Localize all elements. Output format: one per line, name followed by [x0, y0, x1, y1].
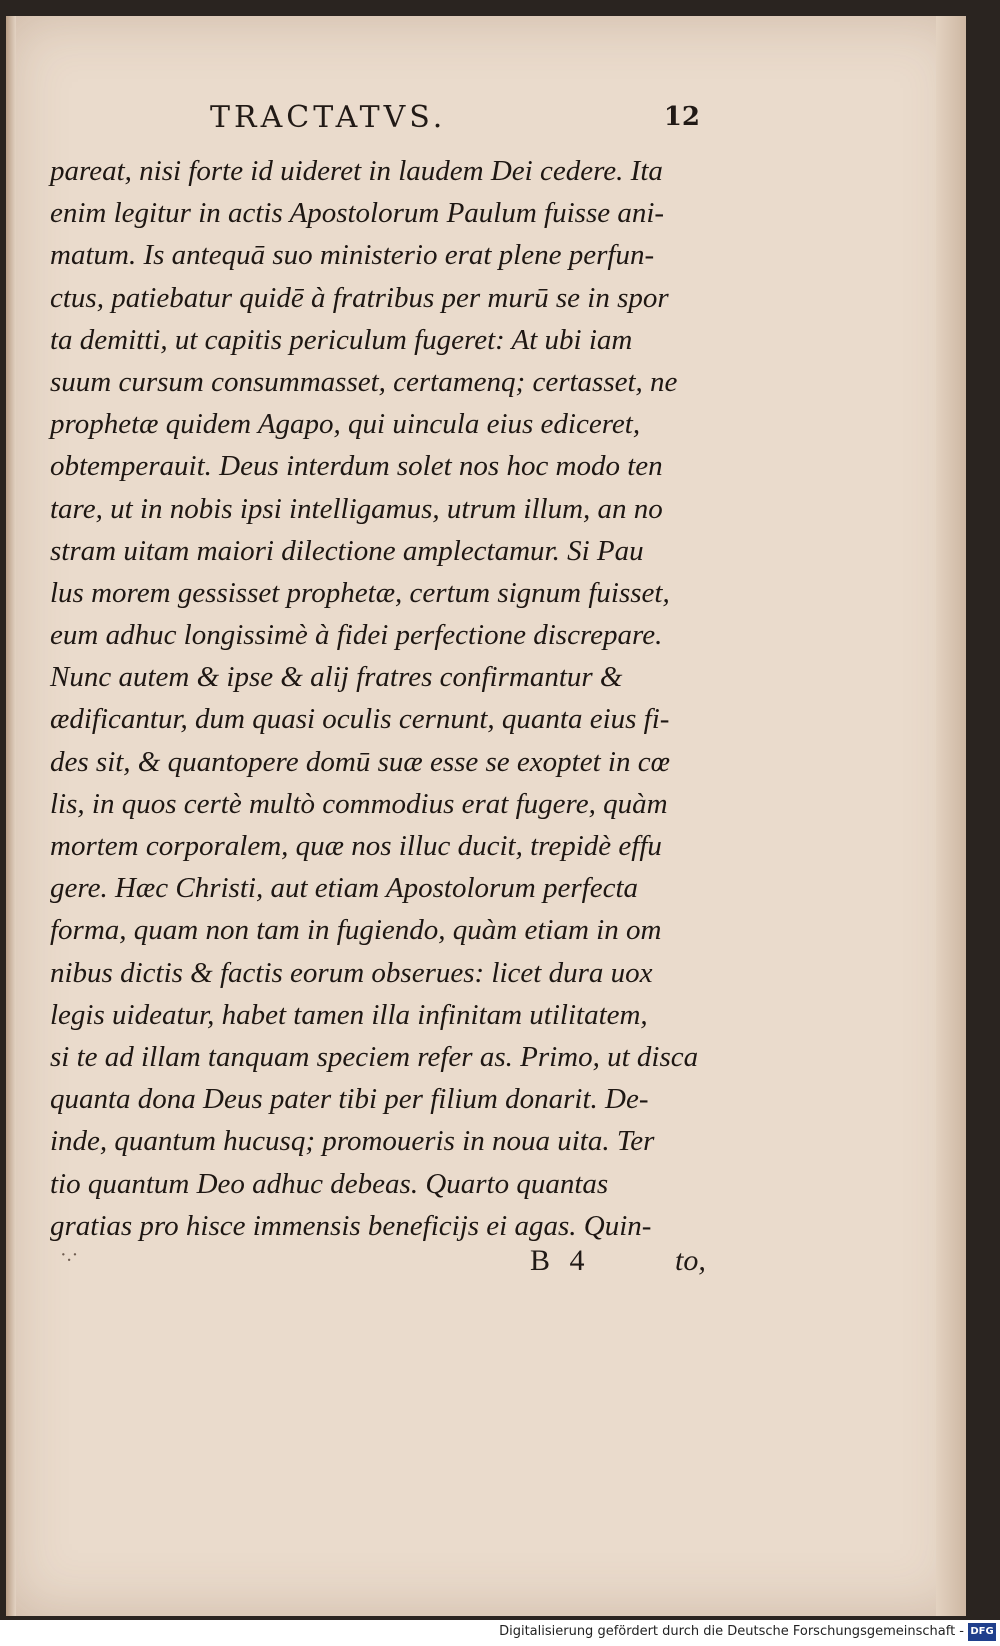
text-line: ctus, patiebatur quidē à fratribus per murū se in spor [50, 281, 669, 314]
text-line: Nunc autem & ipse & alij fratres confirmantur & [50, 661, 623, 694]
running-title: TRACTATVS. [210, 100, 447, 135]
text-line: legis uideatur, habet tamen illa infinitam utilitatem, [50, 998, 648, 1031]
page-gutter-edge [6, 16, 16, 1616]
text-line: eum adhuc longissimè à fidei perfectione discrepare. [50, 619, 663, 652]
text-line: stram uitam maiori dilectione amplectamur. Si Pau [50, 534, 644, 567]
text-line: quanta dona Deus pater tibi per filium donarit. De- [50, 1083, 649, 1116]
text-line: ta demitti, ut capitis periculum fugeret: At ubi iam [50, 323, 633, 356]
page-body-text [50, 150, 750, 1247]
text-line: lus morem gessisset prophetæ, certum signum fuisset, [50, 576, 670, 609]
text-line: tare, ut in nobis ipsi intelligamus, utrum illum, an no [50, 492, 663, 525]
catchword: to, [675, 1244, 706, 1277]
text-line: forma, quam non tam in fugiendo, quàm etiam in om [50, 914, 662, 947]
ink-smudge: ·.· [60, 1244, 79, 1266]
page-right-edge [936, 16, 966, 1616]
text-line: si te ad illam tanquam speciem refer as. Primo, ut disca [50, 1040, 699, 1073]
text-line: suum cursum consummasset, certamenq; certasset, ne [50, 365, 678, 398]
text-line: gratias pro hisce immensis beneficijs ei agas. Quin- [50, 1209, 652, 1242]
text-line: mortem corporalem, quæ nos illuc ducit, trepidè effu [50, 830, 662, 862]
credit-text: Digitalisierung gefördert durch die Deutsche Forschungsgemeinschaft - [499, 1624, 964, 1639]
page-number: 12 [663, 102, 700, 132]
running-head [190, 100, 710, 140]
credit-bar [0, 1620, 1000, 1646]
text-line: enim legitur in actis Apostolorum Paulum fuisse ani- [50, 197, 665, 230]
text-line: inde, quantum hucusq; promoueris in noua uita. Ter [50, 1125, 655, 1158]
text-line: ædificantur, dum quasi oculis cernunt, quanta eius fi- [50, 703, 670, 736]
text-line: des sit, & quantopere domū suæ esse se exoptet in cœ [50, 745, 670, 778]
text-line: pareat, nisi forte id uideret in laudem Dei cedere. Ita [50, 155, 663, 187]
text-line: tio quantum Deo adhuc debeas. Quarto quantas [50, 1167, 609, 1200]
text-line: prophetæ quidem Agapo, qui uincula eius ediceret, [50, 408, 641, 441]
text-line: matum. Is antequā suo ministerio erat plene perfun- [50, 239, 655, 272]
text-line: obtemperauit. Deus interdum solet nos hoc modo ten [50, 450, 663, 483]
signature-mark: B 4 [530, 1244, 591, 1277]
text-line: nibus dictis & factis eorum obserues: licet dura uox [50, 956, 653, 989]
page-footer [60, 1244, 740, 1284]
text-line: lis, in quos certè multò commodius erat fugere, quàm [50, 787, 668, 820]
text-line: gere. Hæc Christi, aut etiam Apostolorum perfecta [50, 872, 639, 905]
dfg-logo: DFG [968, 1623, 996, 1641]
